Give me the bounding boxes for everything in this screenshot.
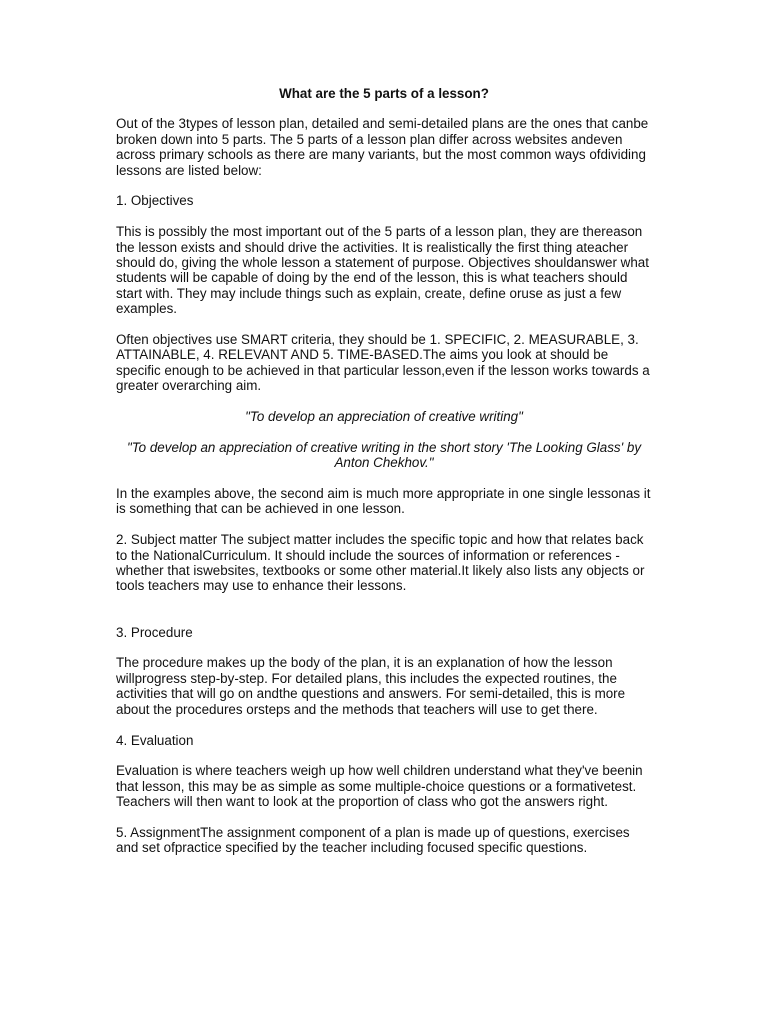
- objectives-paragraph-2: Often objectives use SMART criteria, they should be 1. SPECIFIC, 2. MEASURABLE, 3. ATTAINABLE, 4. RELEVANT AND 5. TIME-BASED.The aims you look at should be specific enough to be achieved in that particular lesson,even if the lesson works towards a greater overarching aim.: [116, 332, 650, 394]
- evaluation-paragraph: Evaluation is where teachers weigh up how well children understand what they've beenin that lesson, this may be as simple as some multiple-choice questions or a formativetest. Teachers will then want to look at the proportion of class who got the answers right.: [116, 763, 643, 810]
- evaluation-heading: 4. Evaluation: [116, 732, 194, 748]
- procedure-heading: 3. Procedure: [116, 624, 193, 640]
- subject-matter-paragraph: 2. Subject matter The subject matter includes the specific topic and how that relates back to the NationalCurriculum. It should include the sources of information or references - whether that iswebsites, textbooks or some other material.It likely also lists any objects or tools teachers may use to enhance their lessons.: [116, 532, 645, 594]
- objectives-paragraph-3: In the examples above, the second aim is much more appropriate in one single lessonas it is something that can be achieved in one lesson.: [116, 486, 651, 517]
- procedure-paragraph: The procedure makes up the body of the plan, it is an explanation of how the lesson willprogress step-by-step. For detailed plans, this includes the expected routines, the activities that will go on andthe questions and answers. For semi-detailed, this is more about the procedures orsteps and the methods that teachers will use to get there.: [116, 655, 626, 717]
- objectives-heading: 1. Objectives: [116, 193, 194, 209]
- intro-paragraph: Out of the 3types of lesson plan, detailed and semi-detailed plans are the ones that canbe broken down into 5 parts. The 5 parts of a lesson plan differ across websites andeven across primary schools as there are many variants, but the most common ways ofdividing lessons are listed below:: [116, 116, 649, 178]
- example-quote-2: "To develop an appreciation of creative writing in the short story 'The Looking Glass' by Anton Chekhov.": [126, 439, 642, 471]
- objectives-paragraph-1: This is possibly the most important out of the 5 parts of a lesson plan, they are thereason the lesson exists and should drive the activities. It is realistically the first thing ateacher should do, giving the whole lesson a statement of purpose. Objectives shouldanswer what students will be capable of doing by the end of the lesson, this is what teachers should start with. They may include things such as explain, create, define oruse as just a few examples.: [116, 224, 649, 317]
- document-page: [116, 86, 652, 871]
- example-quote-1: "To develop an appreciation of creative writing": [245, 409, 523, 425]
- document-title: What are the 5 parts of a lesson?: [279, 86, 489, 101]
- assignment-paragraph: 5. AssignmentThe assignment component of a plan is made up of questions, exercises and set ofpractice specified by the teacher including focused specific questions.: [116, 824, 630, 856]
